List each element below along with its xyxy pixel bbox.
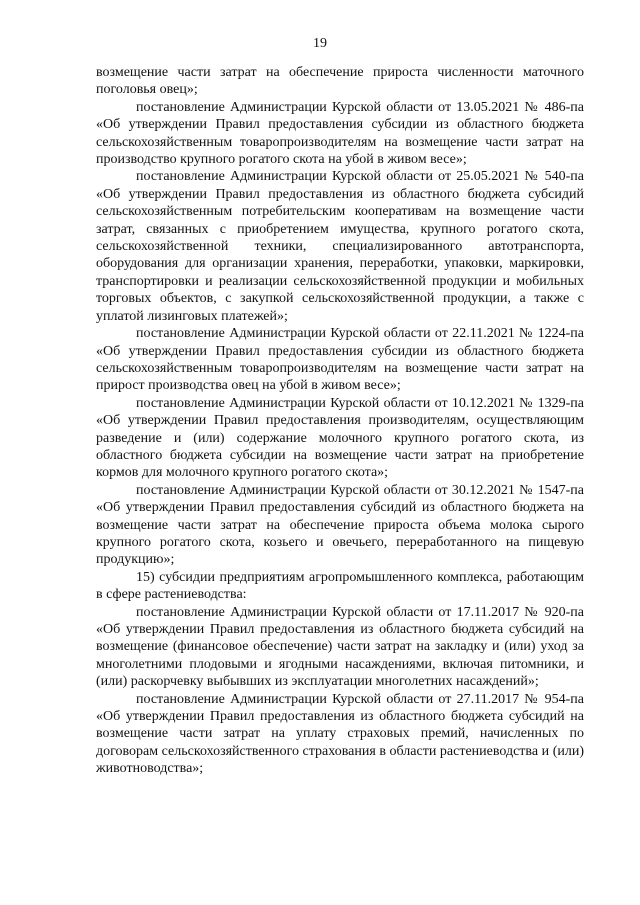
paragraph-item-15: 15) субсидии предприятиям агропромышленного комплекса, работающим в сфере растениеводства: xyxy=(96,569,584,603)
paragraph-resolution-1329: постановление Администрации Курской области от 10.12.2021 № 1329-па «Об утверждении Правил предоставления производителям, осуществляющим разведение и (или) содержание молочного крупного рогатого скота, из областного бюджета субсидии на возмещение части затрат на приобретение кормов для молочного крупного рогатого скота»; xyxy=(96,395,584,481)
paragraph-resolution-1547: постановление Администрации Курской области от 30.12.2021 № 1547-па «Об утверждении Правил предоставления субсидий из областного бюджета на возмещение части затрат на обеспечение прироста объема молока сырого крупного рогатого скота, козьего и овечьего, переработанного на пищевую продукцию»; xyxy=(96,482,584,568)
paragraph-resolution-954: постановление Администрации Курской области от 27.11.2017 № 954-па «Об утверждении Правил предоставления из областного бюджета субсидий на возмещение части затрат на уплату страховых премий, начисленных по договорам сельскохозяйственного страхования в области растениеводства и (или) животноводства»; xyxy=(96,691,584,777)
page-number: 19 xyxy=(313,36,327,51)
paragraph-resolution-486: постановление Администрации Курской области от 13.05.2021 № 486-па «Об утверждении Правил предоставления субсидии из областного бюджета сельскохозяйственным товаропроизводителям на возмещение части затрат на производство крупного рогатого скота на убой в живом весе»; xyxy=(96,99,584,168)
paragraph-resolution-540: постановление Администрации Курской области от 25.05.2021 № 540-па «Об утверждении Правил предоставления из областного бюджета субсидий сельскохозяйственным потребительским кооперативам на возмещение части затрат, связанных с приобретением имущества, крупного рогатого скота, сельскохозяйственной техники, специализированного автотранспорта, оборудования для организации хранения, переработки, упаковки, маркировки, транспортировки и реализации сельскохозяйственной продукции и мобильных торговых объектов, с закупкой сельскохозяйственной продукции, а также с уплатой лизинговых платежей»; xyxy=(96,169,584,324)
paragraph-resolution-1224: постановление Администрации Курской области от 22.11.2021 № 1224-па «Об утверждении Правил предоставления субсидии из областного бюджета сельскохозяйственным товаропроизводителям на возмещение части затрат на прирост производства овец на убой в живом весе»; xyxy=(96,326,584,394)
paragraph-resolution-920: постановление Администрации Курской области от 17.11.2017 № 920-па «Об утверждении Правил предоставления из областного бюджета субсидий на возмещение (финансовое обеспечение) части затрат на закладку и (или) уход за многолетними плодовыми и ягодными насаждениями, включая питомники, и (или) раскорчевку выбывших из эксплуатации многолетних насаждений»; xyxy=(96,604,584,690)
document-body xyxy=(96,64,584,778)
paragraph-continuation: возмещение части затрат на обеспечение прироста численности маточного поголовья овец»; xyxy=(96,65,584,98)
